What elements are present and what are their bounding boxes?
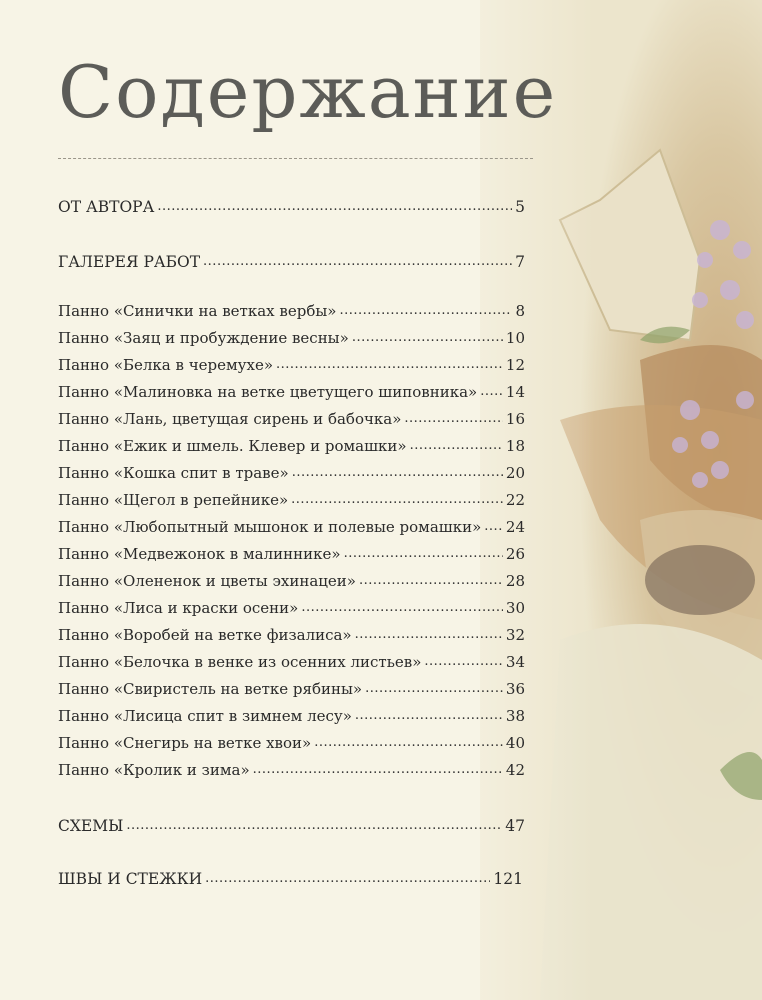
page-title: Содержание — [58, 50, 558, 134]
dot-leader — [355, 709, 503, 727]
dot-leader — [314, 736, 503, 754]
toc-entry[interactable] — [58, 300, 525, 322]
toc-entry[interactable] — [58, 759, 525, 781]
dot-leader — [344, 547, 503, 565]
toc-entry-page: 10 — [505, 329, 525, 347]
toc-entry-page: 18 — [505, 437, 525, 455]
title-divider — [58, 158, 533, 159]
dot-leader — [291, 493, 503, 511]
toc-entry-page: 12 — [505, 356, 525, 374]
toc-entry-page: 47 — [505, 817, 525, 835]
toc-entry-page: 20 — [505, 464, 525, 482]
toc-entry-title: Панно «Любопытный мышонок и полевые ромашки» — [58, 518, 482, 536]
toc-entry-title: Панно «Лиса и краски осени» — [58, 599, 299, 617]
toc-entry-galereya[interactable] — [58, 251, 525, 273]
toc-entry-title: Панно «Воробей на ветке физалиса» — [58, 626, 352, 644]
toc-entry-page: 121 — [493, 870, 523, 888]
toc-entry-title: Панно «Щегол в репейнике» — [58, 491, 289, 509]
toc-entry-title: Панно «Малиновка на ветке цветущего шиповника» — [58, 383, 478, 401]
toc-entry-skhemy[interactable] — [58, 815, 525, 837]
dot-leader — [301, 601, 503, 619]
toc-entry-title: СХЕМЫ — [58, 817, 124, 835]
toc-entry-page: 38 — [505, 707, 525, 725]
toc-entry-title: Панно «Белка в черемухе» — [58, 356, 274, 374]
dot-leader — [359, 574, 503, 592]
toc-entry-title: Панно «Ежик и шмель. Клевер и ромашки» — [58, 437, 407, 455]
toc-entry-title: ОТ АВТОРА — [58, 198, 155, 216]
dot-leader — [404, 412, 503, 430]
toc-entry-shvy[interactable] — [58, 868, 523, 890]
dot-leader — [276, 358, 503, 376]
dot-leader — [410, 439, 503, 457]
dot-leader — [352, 331, 503, 349]
toc-entry-page: 14 — [505, 383, 525, 401]
toc-entry-title: Панно «Снегирь на ветке хвои» — [58, 734, 312, 752]
toc-entry[interactable] — [58, 435, 525, 457]
toc-entry[interactable] — [58, 732, 525, 754]
toc-entry-page: 40 — [505, 734, 525, 752]
dot-leader — [157, 200, 512, 218]
toc-entry-title: Панно «Лисица спит в зимнем лесу» — [58, 707, 352, 725]
toc-entry[interactable] — [58, 516, 525, 538]
dot-leader — [292, 466, 503, 484]
toc-entry-title: Панно «Кролик и зима» — [58, 761, 250, 779]
toc-entry[interactable] — [58, 354, 525, 376]
toc-entry[interactable] — [58, 705, 525, 727]
dot-leader — [339, 304, 512, 322]
toc-entry-page: 34 — [505, 653, 525, 671]
dot-leader — [424, 655, 503, 673]
toc-entry-page: 8 — [515, 302, 525, 320]
toc-entry[interactable] — [58, 489, 525, 511]
toc-entry-page: 24 — [505, 518, 525, 536]
toc-entry-title: Панно «Лань, цветущая сирень и бабочка» — [58, 410, 402, 428]
dot-leader — [253, 763, 503, 781]
toc-entry-page: 30 — [505, 599, 525, 617]
toc-entry-title: ГАЛЕРЕЯ РАБОТ — [58, 253, 201, 271]
toc-entry-page: 36 — [505, 680, 525, 698]
toc-entry-title: Панно «Свиристель на ветке рябины» — [58, 680, 363, 698]
toc-entry-page: 32 — [505, 626, 525, 644]
dot-leader — [480, 385, 503, 403]
dot-leader — [203, 255, 512, 273]
toc-entry[interactable] — [58, 597, 525, 619]
toc-entry[interactable] — [58, 624, 525, 646]
toc-entry-title: Панно «Олененок и цветы эхинацеи» — [58, 572, 356, 590]
toc-entry[interactable] — [58, 678, 525, 700]
toc-entry[interactable] — [58, 462, 525, 484]
toc-entry[interactable] — [58, 651, 525, 673]
dot-leader — [355, 628, 503, 646]
toc-entry-page: 7 — [515, 253, 525, 271]
toc-entry-page: 28 — [505, 572, 525, 590]
toc-entry-ot-avtora[interactable] — [58, 196, 525, 218]
toc-entry-title: ШВЫ И СТЕЖКИ — [58, 870, 203, 888]
toc-entry[interactable] — [58, 408, 525, 430]
toc-entry[interactable] — [58, 327, 525, 349]
toc-entry-page: 26 — [505, 545, 525, 563]
toc-entry-page: 42 — [505, 761, 525, 779]
dot-leader — [484, 520, 503, 538]
toc-entry[interactable] — [58, 543, 525, 565]
toc-entry[interactable] — [58, 570, 525, 592]
toc-entry-page: 5 — [515, 198, 525, 216]
toc-entry[interactable] — [58, 381, 525, 403]
toc-entry-title: Панно «Медвежонок в малиннике» — [58, 545, 341, 563]
toc-entry-title: Панно «Заяц и пробуждение весны» — [58, 329, 349, 347]
toc-entry-title: Панно «Кошка спит в траве» — [58, 464, 289, 482]
toc-entry-page: 22 — [505, 491, 525, 509]
toc-entry-title: Панно «Белочка в венке из осенних листьев» — [58, 653, 422, 671]
dot-leader — [205, 872, 490, 890]
toc-entry-title: Панно «Синички на ветках вербы» — [58, 302, 337, 320]
dot-leader — [126, 819, 502, 837]
dot-leader — [365, 682, 503, 700]
toc-entry-page: 16 — [505, 410, 525, 428]
